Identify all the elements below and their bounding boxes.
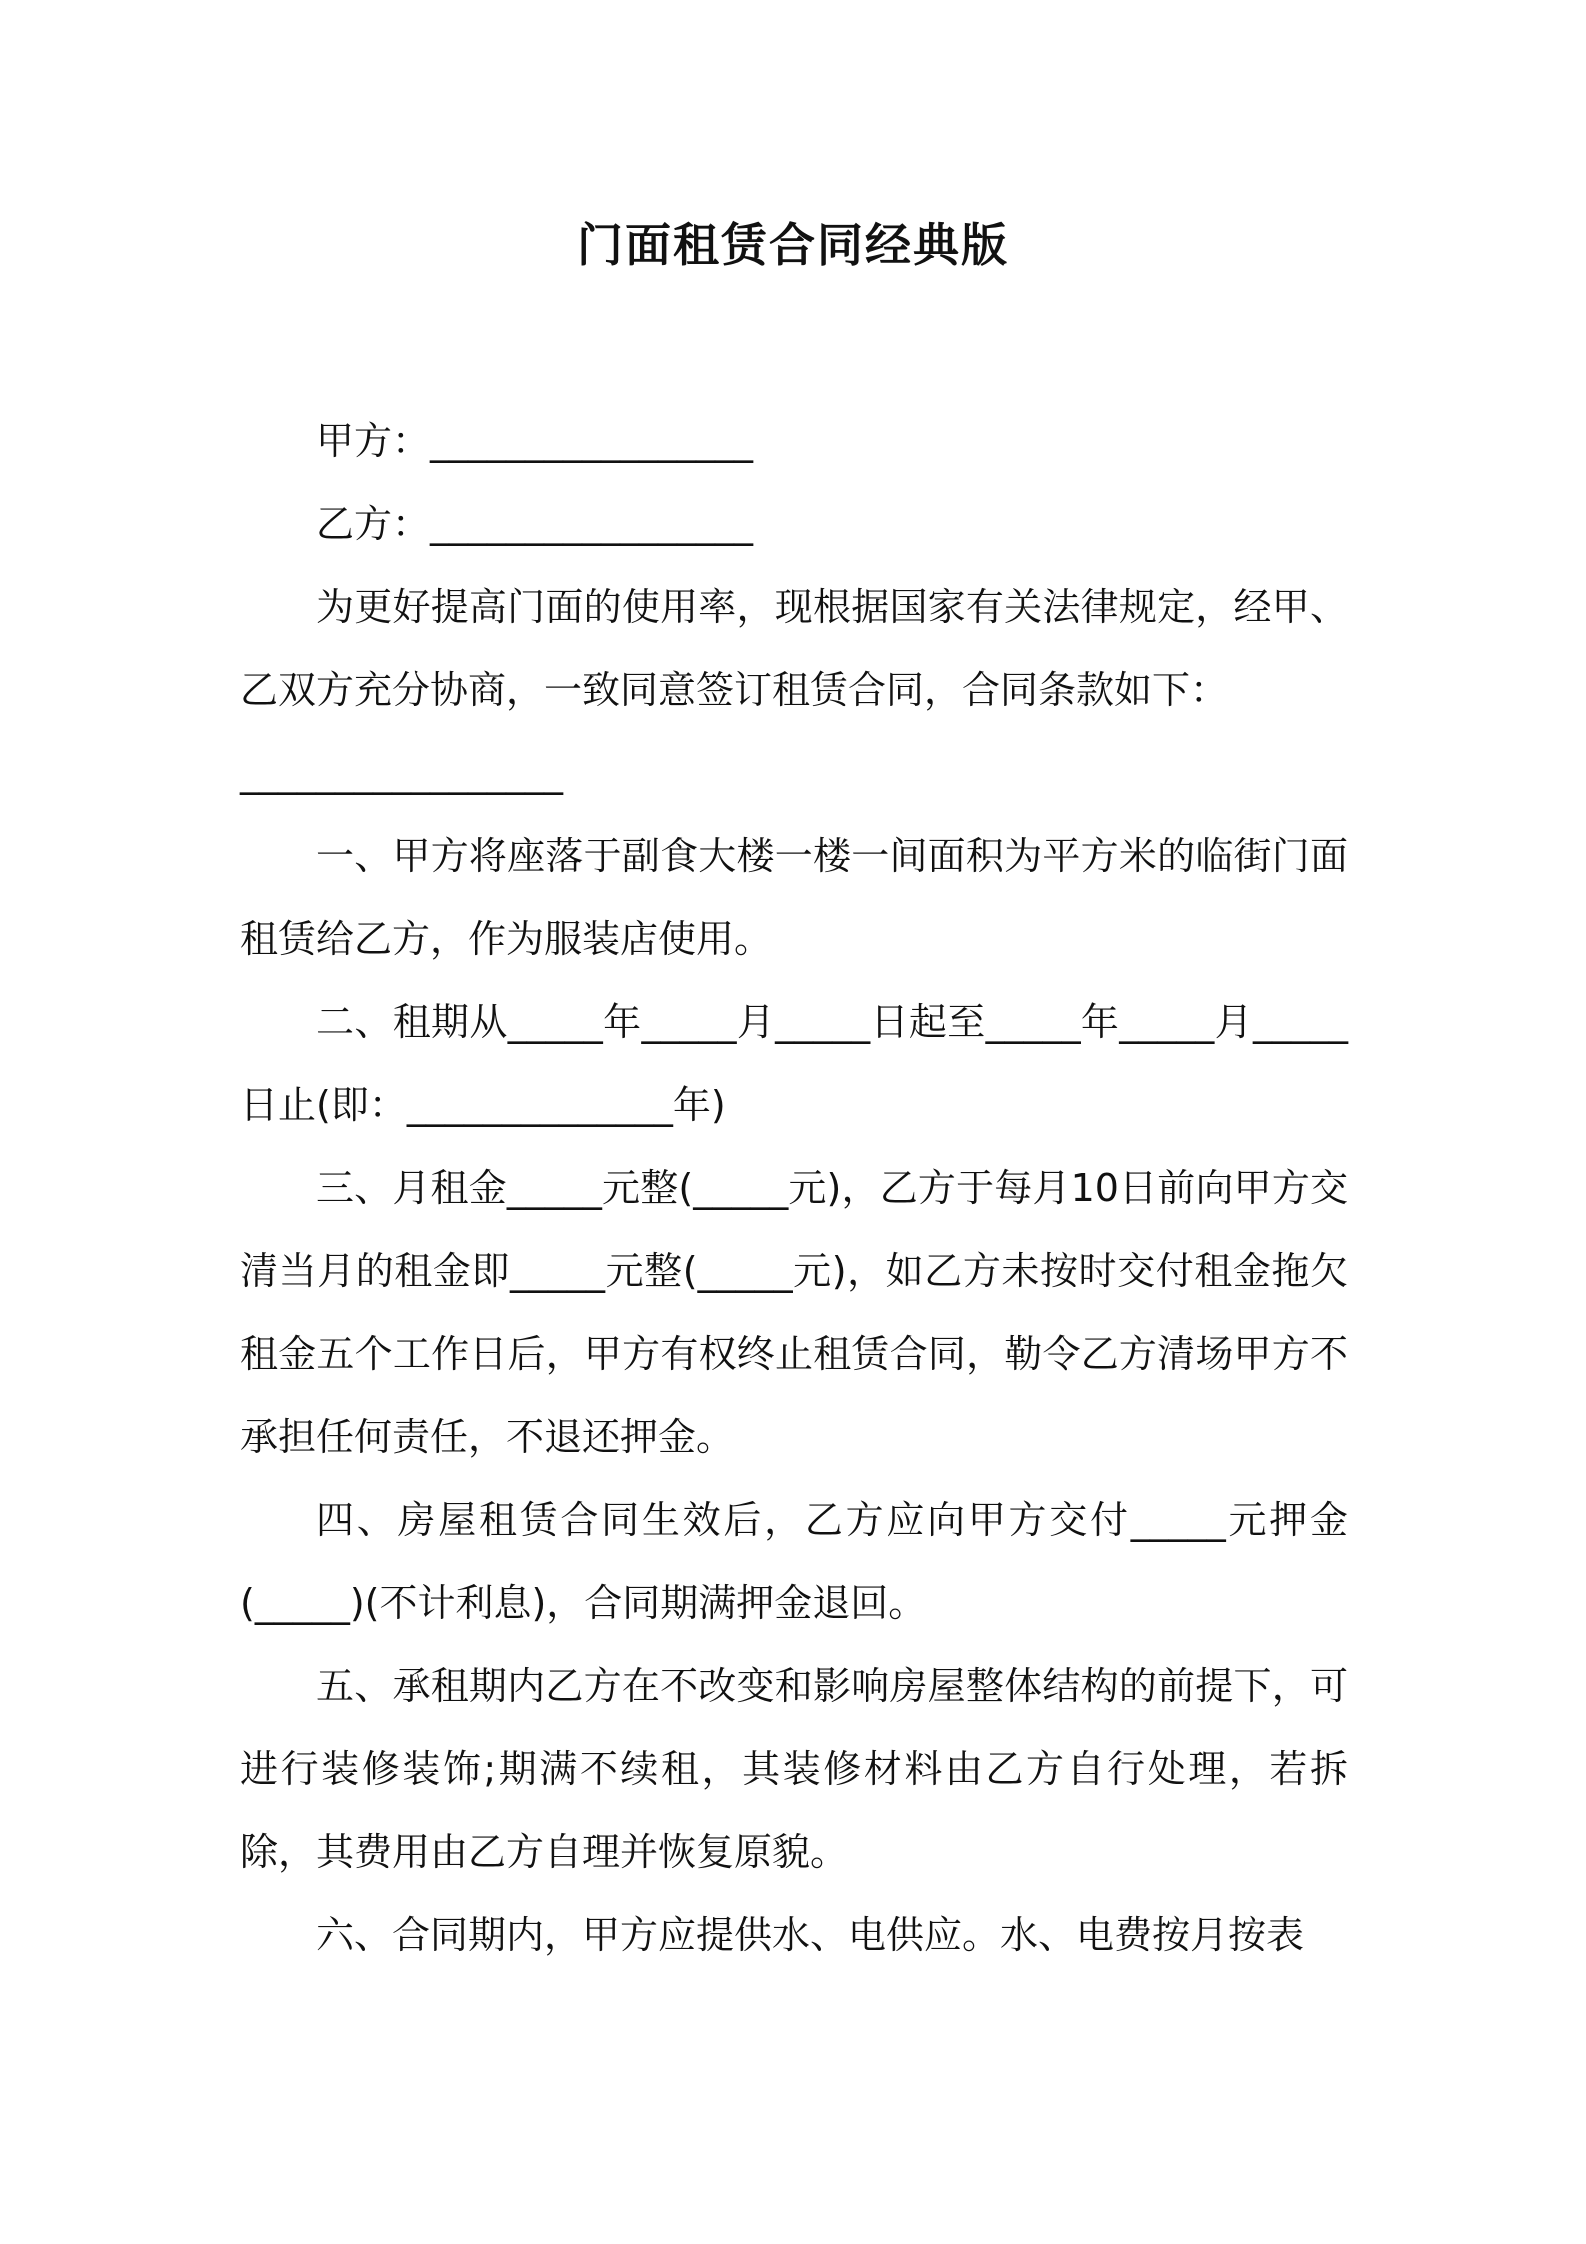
document-body xyxy=(240,400,1348,1977)
blank-line: _________________ xyxy=(240,751,563,795)
clause-3: 三、月租金_____元整(_____元)，乙方于每月10日前向甲方交清当月的租金即_____元整(_____元)，如乙方未按时交付租金拖欠租金五个工作日后，甲方有权终止租赁合同，勒令乙方清场甲方不承担任何责任，不退还押金。 xyxy=(240,1166,1348,1459)
clause-4: 四、房屋租赁合同生效后，乙方应向甲方交付_____元押金(_____)(不计利息)，合同期满押金退回。 xyxy=(240,1498,1348,1625)
clause-1: 一、甲方将座落于副食大楼一楼一间面积为平方米的临街门面租赁给乙方，作为服装店使用。 xyxy=(240,834,1348,961)
clause-2: 二、租期从_____年_____月_____日起至_____年_____月_____日止(即：______________年) xyxy=(240,1000,1348,1127)
clause-5: 五、承租期内乙方在不改变和影响房屋整体结构的前提下，可进行装修装饰;期满不续租，其装修材料由乙方自行处理，若拆除，其费用由乙方自理并恢复原貌。 xyxy=(240,1664,1348,1874)
preamble-paragraph: 为更好提高门面的使用率，现根据国家有关法律规定，经甲、乙双方充分协商，一致同意签订租赁合同，合同条款如下： xyxy=(240,585,1348,712)
party-a-line: 甲方：_________________ xyxy=(316,419,754,463)
clause-6: 六、合同期内，甲方应提供水、电供应。水、电费按月按表 xyxy=(316,1913,1305,1957)
party-b-line: 乙方：_________________ xyxy=(316,502,754,546)
document-title: 门面租赁合同经典版 xyxy=(577,218,1009,272)
